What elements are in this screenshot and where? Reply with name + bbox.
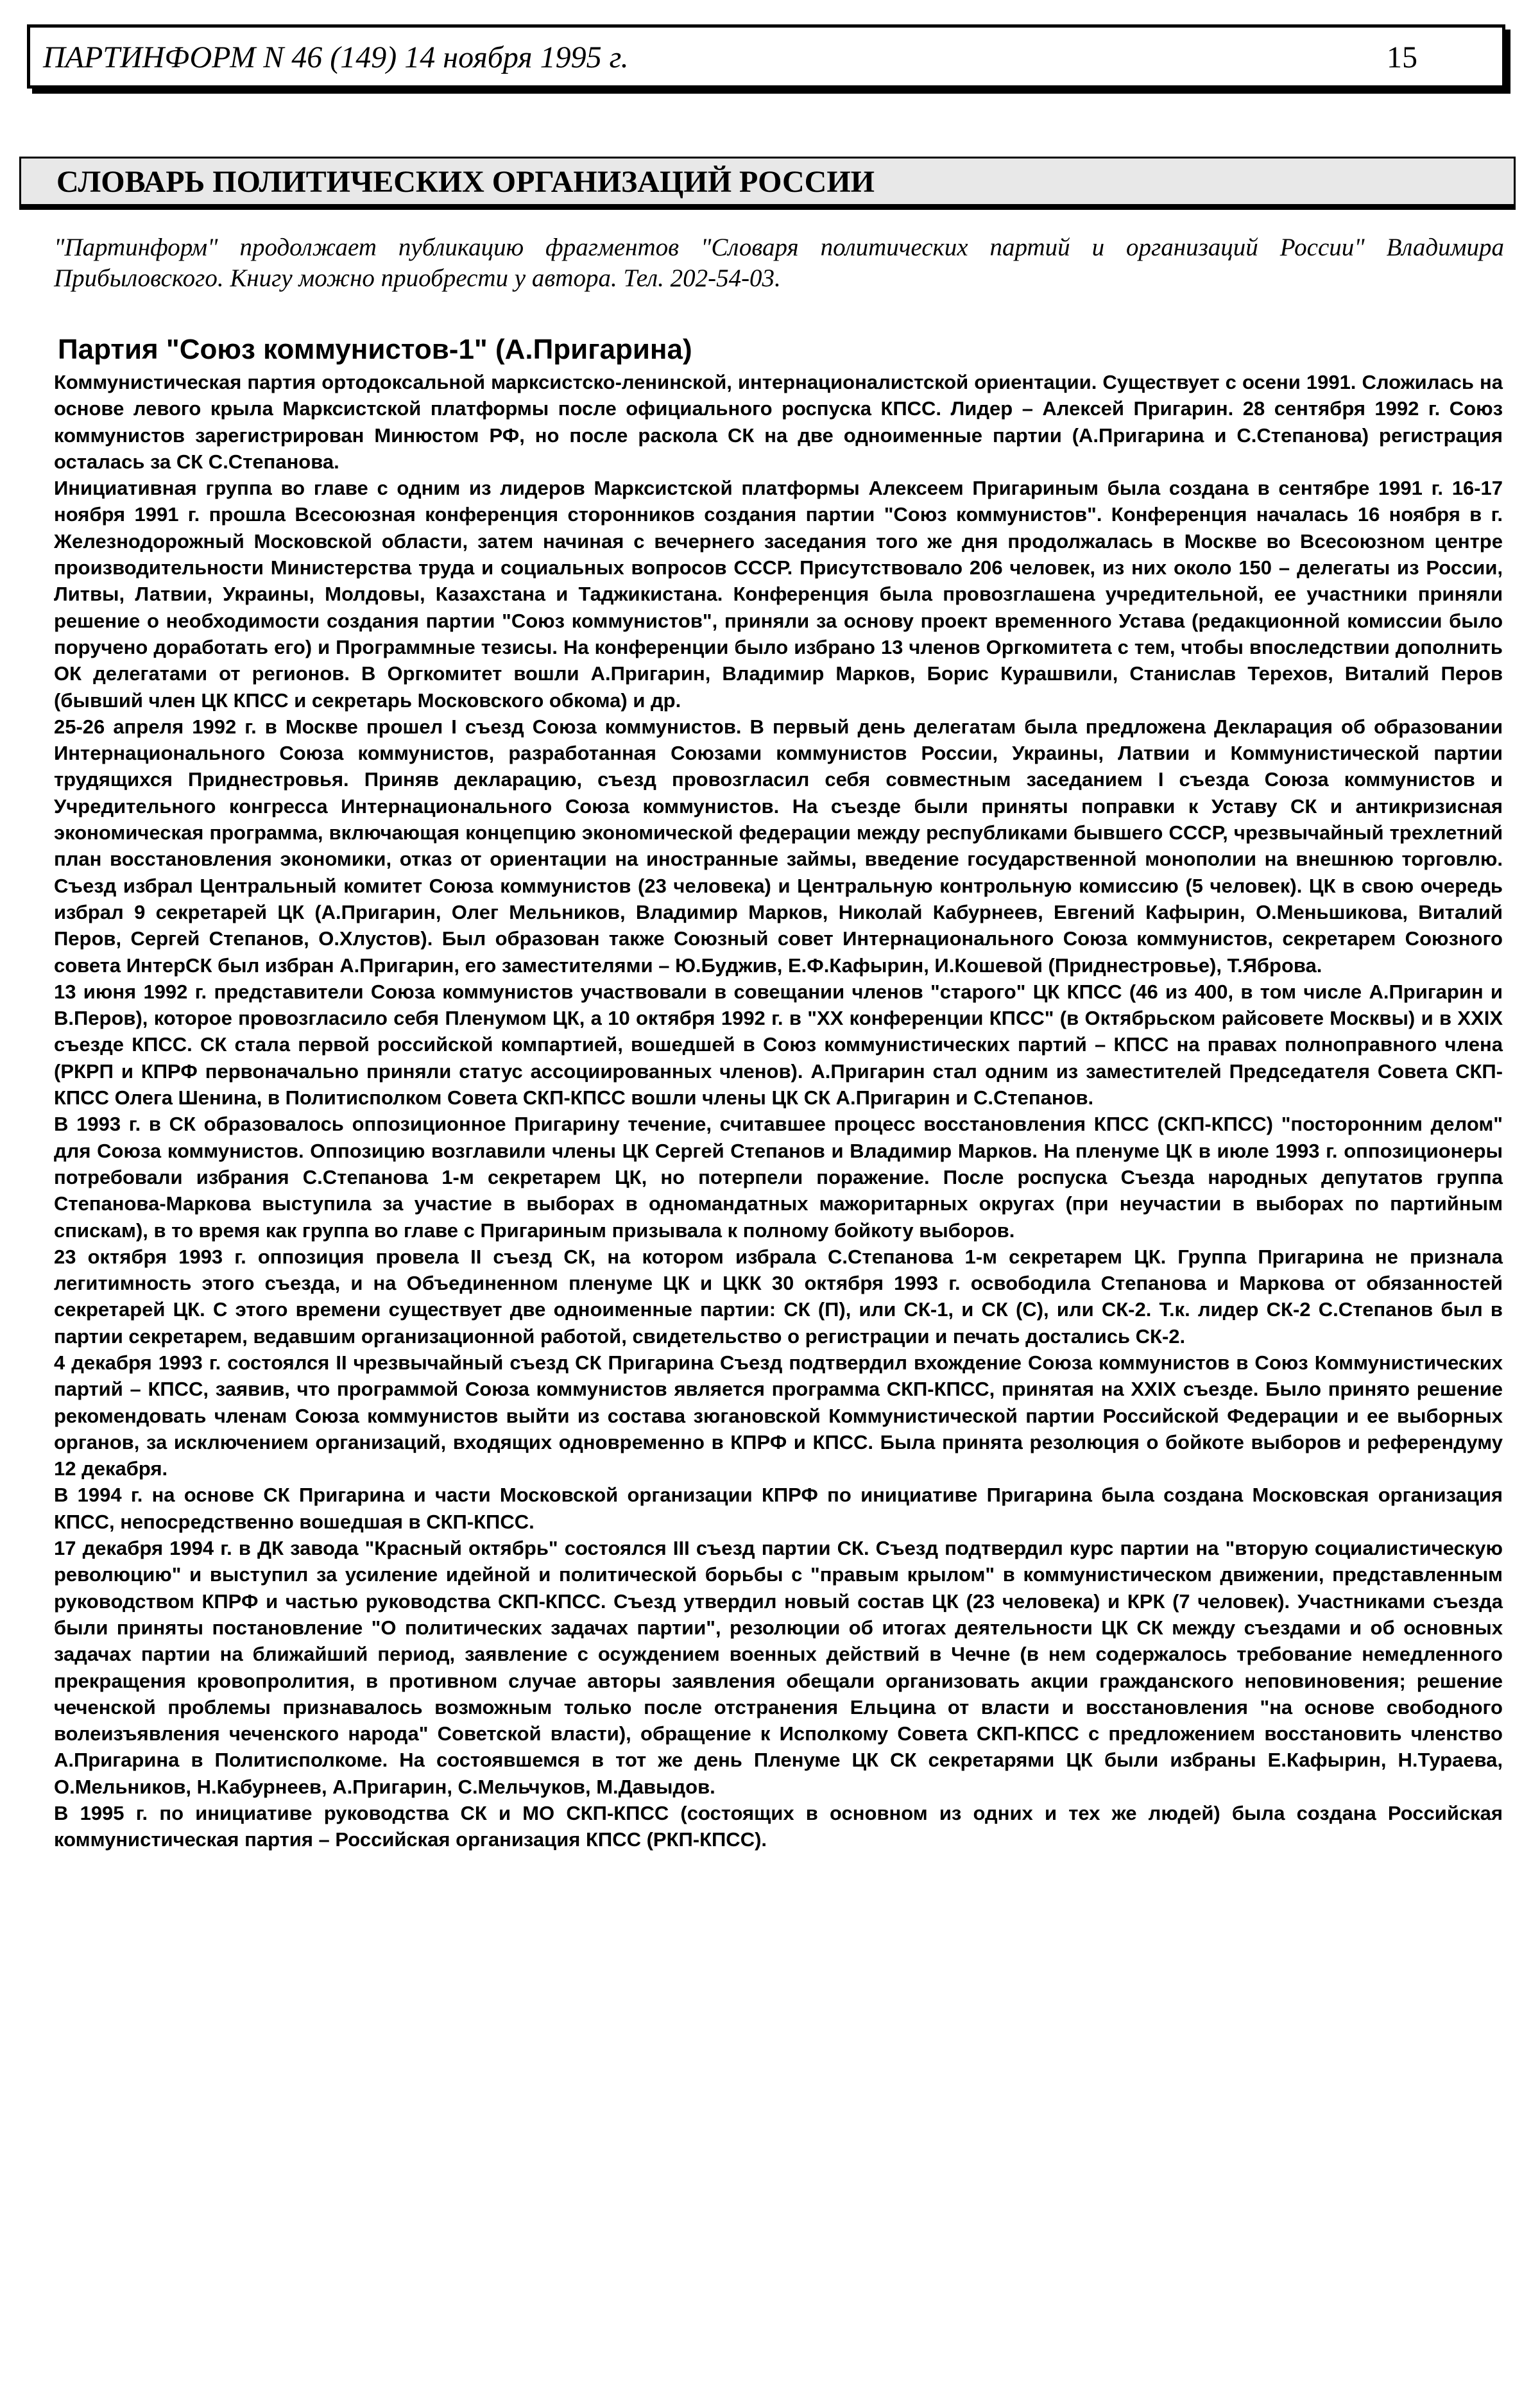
article-body [54, 369, 1503, 1853]
section-banner [19, 157, 1516, 206]
article-paragraph: Инициативная группа во главе с одним из лидеров Марксистской платформы Алексеем Пригариным была создана в сентябре 1991 г. 16-17 ноября 1991 г. прошла Всесоюзная конференция сторонников создания партии "Союз коммунистов". Конференция началась 16 ноября в г. Железнодорожный Московской области, затем начиная с вечернего заседания того же дня продолжалась в Москве во Всесоюзном центре производительности Министерства труда и социальных вопросов СССР. Присутствовало 206 человек, из них около 150 – делегаты из России, Литвы, Латвии, Украины, Молдовы, Казахстана и Таджикистана. Конференция была провозглашена учредительной, ее участники приняли решение о необходимости создания партии "Союз коммунистов", приняли за основу проект временного Устава (редакционной комиссии было поручено доработать его) и Программные тезисы. На конференции было избрано 13 членов Оргкомитета с тем, чтобы впоследствии дополнить ОК делегатами от регионов. В Оргкомитет вошли А.Пригарин, Владимир Марков, Борис Курашвили, Станислав Терехов, Виталий Перов (бывший член ЦК КПСС и секретарь Московского обкома) и др. [54, 477, 1503, 712]
article-paragraph: В 1994 г. на основе СК Пригарина и части Московской организации КПРФ по инициативе Пригарина была создана Московская организация КПСС, непосредственно вошедшая в СКП-КПСС. [54, 1484, 1503, 1533]
newspaper-issue-title: ПАРТИНФОРМ N 46 (149) 14 ноября 1995 г. [43, 40, 629, 74]
article-title: Партия "Союз коммунистов-1" (А.Пригарина) [58, 334, 692, 365]
article-paragraph: Коммунистическая партия ортодоксальной марксистско-ленинской, интернационалистской ориентации. Существует с осени 1991. Сложилась на основе левого крыла Марксистской платформы после официального роспуска КПСС. Лидер – Алексей Пригарин. 28 сентября 1992 г. Союз коммунистов зарегистрирован Минюстом РФ, но после раскола СК на две одноименные партии (А.Пригарина и С.Степанова) регистрация осталась за СК С.Степанова. [54, 371, 1503, 473]
article-paragraph: В 1995 г. по инициативе руководства СК и МО СКП-КПСС (состоящих в основном из одних и тех же людей) была создана Российская коммунистическая партия – Российская организация КПСС (РКП-КПСС). [54, 1802, 1503, 1851]
page-number: 15 [1387, 40, 1417, 74]
article-paragraph: В 1993 г. в СК образовалось оппозиционное Пригарину течение, считавшее процесс восстановления КПСС (СКП-КПСС) "посторонним делом" для Союза коммунистов. Оппозицию возглавили члены ЦК Сергей Степанов и Владимир Марков. На пленуме ЦК в июле 1993 г. оппозиционеры потребовали избрания С.Степанова 1-м секретарем ЦК, но потерпели поражение. После роспуска Съезда народных депутатов группа Степанова-Маркова выступила за участие в выборах в одномандатных мажоритарных округах (при неучастии в выборах по партийным спискам), в то время как группа во главе с Пригариным призывала к полному бойкоту выборов. [54, 1113, 1503, 1242]
article-paragraph: 4 декабря 1993 г. состоялся II чрезвычайный съезд СК Пригарина Съезд подтвердил вхождение Союза коммунистов в Союз Коммунистических партий – КПСС, заявив, что программой Союза коммунистов является программа СКП-КПСС, принятая на XXIX съезде. Было принято решение рекомендовать членам Союза коммунистов выйти из состава зюгановской Коммунистической партии Российской Федерации и ее выборных органов, за исключением организаций, входящих одновременно в КПРФ и КПСС. Была принята резолюция о бойкоте выборов и референдуму 12 декабря. [54, 1351, 1503, 1480]
page-header [27, 24, 1505, 89]
article-paragraph: 13 июня 1992 г. представители Союза коммунистов участвовали в совещании членов "старого" ЦК КПСС (46 из 400, в том числе А.Пригарин и В.Перов), которое провозгласило себя Пленумом ЦК, а 10 октября 1992 г. в "XX конференции КПСС" (в Октябрьском райсовете Москвы) и в XXIX съезде КПСС. СК стала первой российской компартией, вошедшей в Союз коммунистических партий – КПСС на правах полноправного члена (РКРП и КПРФ первоначально приняли статус ассоциированных членов). А.Пригарин стал одним из заместителей Председателя Совета СКП-КПСС Олега Шенина, в Политисполком Совета СКП-КПСС вошли члены ЦК СК А.Пригарин и С.Степанов. [54, 980, 1503, 1110]
section-title: СЛОВАРЬ ПОЛИТИЧЕСКИХ ОРГАНИЗАЦИЙ РОССИИ [56, 165, 875, 199]
article-paragraph: 23 октября 1993 г. оппозиция провела II съезд СК, на котором избрала С.Степанова 1-м секретарем ЦК. Группа Пригарина не признала легитимность этого съезда, и на Объединенном пленуме ЦК и ЦКК 30 октября 1993 г. освободила Степанова и Маркова от обязанностей секретарей ЦК. С этого времени существует две одноименные партии: СК (П), или СК-1, и СК (С), или СК-2. Т.к. лидер СК-2 С.Степанов был в партии секретарем, ведавшим организационной работой, свидетельство о регистрации и печать достались СК-2. [54, 1245, 1503, 1348]
article-paragraph: 25-26 апреля 1992 г. в Москве прошел I съезд Союза коммунистов. В первый день делегатам была предложена Декларация об образовании Интернационального Союза коммунистов, разработанная Союзами коммунистов России, Украины, Латвии и Коммунистической партии трудящихся Приднестровья. Приняв декларацию, съезд провозгласил себя совместным заседанием I съезда Союза коммунистов и Учредительного конгресса Интернационального Союза коммунистов. На съезде были приняты поправки к Уставу СК и антикризисная экономическая программа, включающая концепцию экономической федерации между республиками бывшего СССР, чрезвычайный трехлетний план восстановления экономики, отказ от ориентации на иностранные займы, введение государственной монополии на внешнюю торговлю. Съезд избрал Центральный комитет Союза коммунистов (23 человека) и Центральную контрольную комиссию (5 человек). ЦК в свою очередь избрал 9 секретарей ЦК (А.Пригарин, Олег Мельников, Владимир Марков, Николай Кабурнеев, Евгений Кафырин, О.Меньшикова, Виталий Перов, Сергей Степанов, О.Хлустов). Был образован также Союзный совет Интернационального Союза коммунистов, секретарем Союзного совета ИнтерСК был избран А.Пригарин, его заместителями – Ю.Буджив, Е.Ф.Кафырин, И.Кошевой (Приднестровье), Т.Яброва. [54, 715, 1503, 977]
intro-paragraph: "Партинформ" продолжает публикацию фрагментов "Словаря политических партий и организаций России" Владимира Прибыловского. Книгу можно приобрести у автора. Тел. 202-54-03. [54, 234, 1504, 292]
article-paragraph: 17 декабря 1994 г. в ДК завода "Красный октябрь" состоялся III съезд партии СК. Съезд подтвердил курс партии на "вторую социалистическую революцию" и выступил за усиление идейной и политической борьбы с "правым крылом" в коммунистическом движении, представленным руководством КПРФ и частью руководства СКП-КПСС. Съезд утвердил новый состав ЦК (23 человека) и КРК (7 человек). Участниками съезда были приняты постановление "О политических задачах партии", резолюции об итогах деятельности ЦК СК между съездами и об основных задачах партии на ближайший период, заявление с осуждением военных действий в Чечне (в нем содержалось требование немедленного прекращения кровопролития, в противном случае авторы заявления обещали организовать акции гражданского неповиновения; решение чеченской проблемы признавалось возможным только после отстранения Ельцина от власти и восстановления "на основе свободного волеизъявления чеченского народа" Советской власти), обращение к Исполкому Совета СКП-КПСС с предложением восстановить членство А.Пригарина в Политисполкоме. На состоявшемся в тот же день Пленуме ЦК СК секретарями ЦК были избраны Е.Кафырин, Н.Тураева, О.Мельников, Н.Кабурнеев, А.Пригарин, С.Мельчуков, М.Давыдов. [54, 1537, 1503, 1798]
